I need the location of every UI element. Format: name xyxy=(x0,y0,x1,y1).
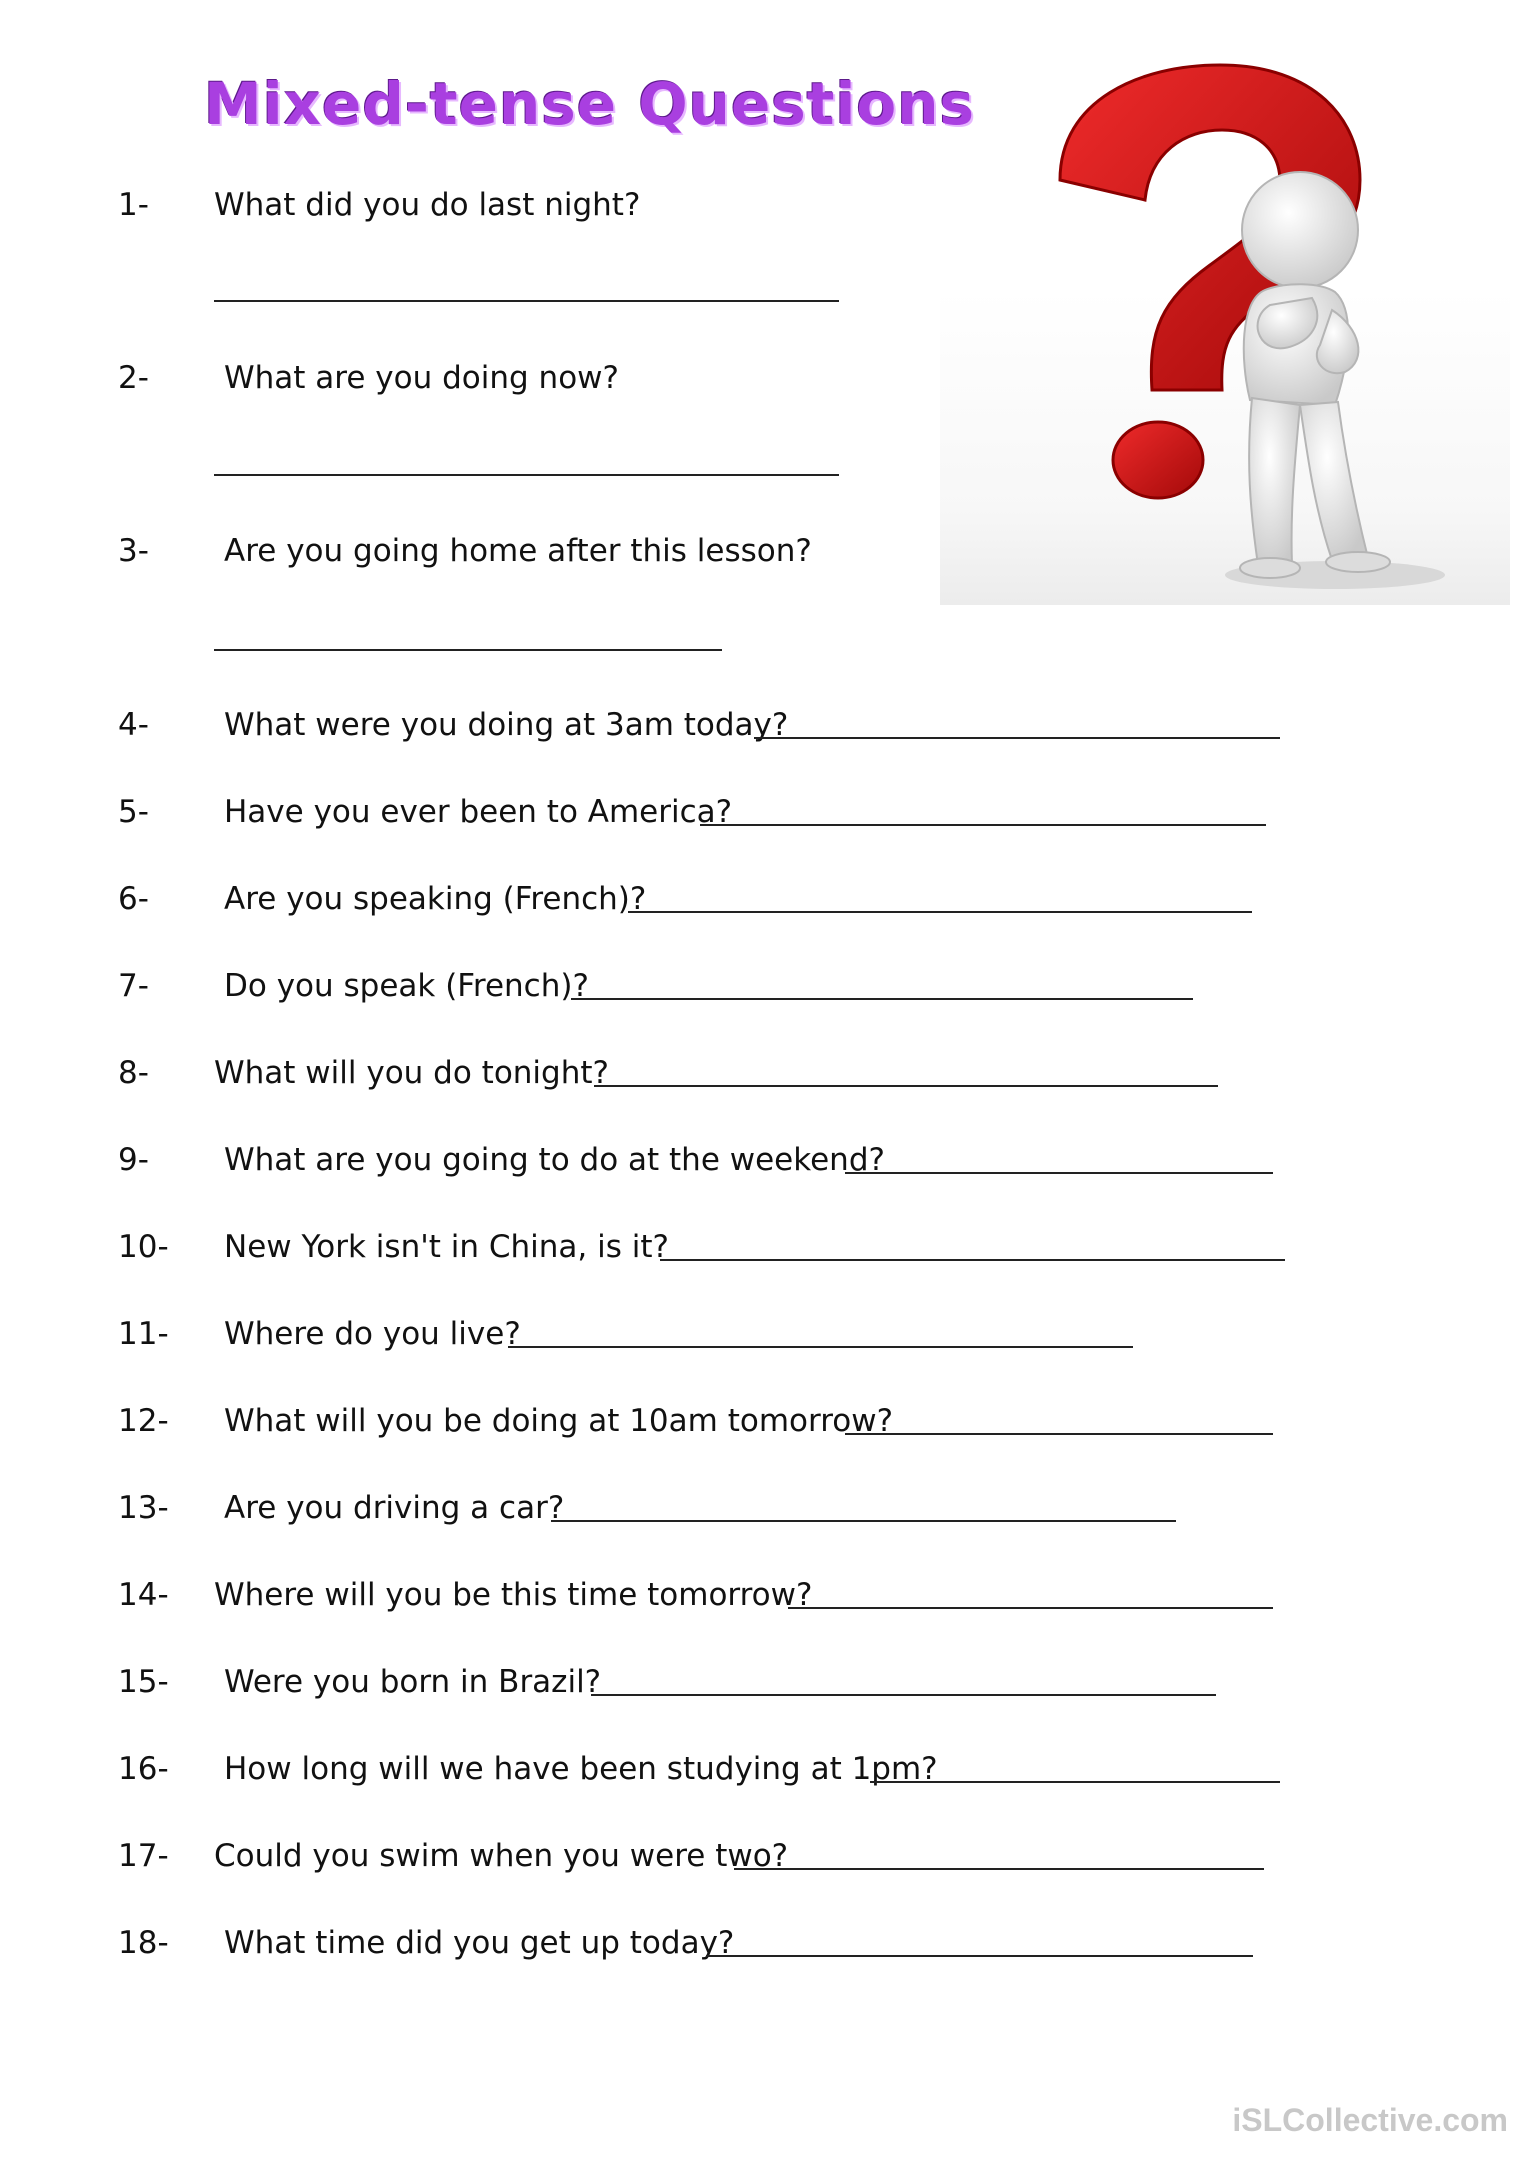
answer-line[interactable] xyxy=(788,1607,1273,1609)
question-text: Where do you live? xyxy=(224,1316,521,1352)
question-text: Do you speak (French)? xyxy=(224,968,589,1004)
answer-line[interactable] xyxy=(214,474,839,476)
question-text: Have you ever been to America? xyxy=(224,794,733,830)
question-number: 12- xyxy=(118,1403,169,1439)
question-number: 10- xyxy=(118,1229,169,1265)
answer-line[interactable] xyxy=(754,737,1280,739)
question-text: Were you born in Brazil? xyxy=(224,1664,602,1700)
answer-line[interactable] xyxy=(845,1433,1273,1435)
question-number: 16- xyxy=(118,1751,169,1787)
answer-line[interactable] xyxy=(700,824,1266,826)
answer-line[interactable] xyxy=(845,1172,1273,1174)
answer-line[interactable] xyxy=(214,649,722,651)
question-number: 13- xyxy=(118,1490,169,1526)
question-number: 18- xyxy=(118,1925,169,1961)
question-text: Are you driving a car? xyxy=(224,1490,565,1526)
question-text: How long will we have been studying at 1pm? xyxy=(224,1751,938,1787)
question-text: Could you swim when you were two? xyxy=(214,1838,789,1874)
question-number: 17- xyxy=(118,1838,169,1874)
question-number: 1- xyxy=(118,187,149,223)
question-text: What are you doing now? xyxy=(224,360,619,396)
answer-line[interactable] xyxy=(591,1694,1216,1696)
question-text: New York isn't in China, is it? xyxy=(224,1229,669,1265)
question-number: 14- xyxy=(118,1577,169,1613)
question-text: What did you do last night? xyxy=(214,187,641,223)
question-text: What were you doing at 3am today? xyxy=(224,707,789,743)
question-text: What will you do tonight? xyxy=(214,1055,609,1091)
question-number: 5- xyxy=(118,794,149,830)
question-number: 3- xyxy=(118,533,149,569)
question-number: 15- xyxy=(118,1664,169,1700)
question-text: Where will you be this time tomorrow? xyxy=(214,1577,813,1613)
question-number: 9- xyxy=(118,1142,149,1178)
site-watermark: iSLCollective.com xyxy=(1232,2102,1508,2138)
answer-line[interactable] xyxy=(734,1868,1264,1870)
answer-line[interactable] xyxy=(214,300,839,302)
question-text: What will you be doing at 10am tomorrow? xyxy=(224,1403,894,1439)
question-text: Are you going home after this lesson? xyxy=(224,533,812,569)
question-number: 2- xyxy=(118,360,149,396)
answer-line[interactable] xyxy=(508,1346,1133,1348)
worksheet-title: Mixed-tense Questions xyxy=(204,70,976,138)
answer-line[interactable] xyxy=(571,998,1193,1000)
answer-line[interactable] xyxy=(551,1520,1176,1522)
question-number: 6- xyxy=(118,881,149,917)
answer-line[interactable] xyxy=(594,1085,1218,1087)
question-text: What are you going to do at the weekend? xyxy=(224,1142,885,1178)
question-number: 8- xyxy=(118,1055,149,1091)
question-number: 4- xyxy=(118,707,149,743)
question-number: 7- xyxy=(118,968,149,1004)
answer-line[interactable] xyxy=(660,1259,1285,1261)
answer-line[interactable] xyxy=(628,911,1252,913)
question-text: What time did you get up today? xyxy=(224,1925,735,1961)
answer-line[interactable] xyxy=(870,1781,1280,1783)
question-number: 11- xyxy=(118,1316,169,1352)
answer-line[interactable] xyxy=(706,1955,1253,1957)
question-text: Are you speaking (French)? xyxy=(224,881,647,917)
question-mark-figure-icon xyxy=(940,60,1510,605)
